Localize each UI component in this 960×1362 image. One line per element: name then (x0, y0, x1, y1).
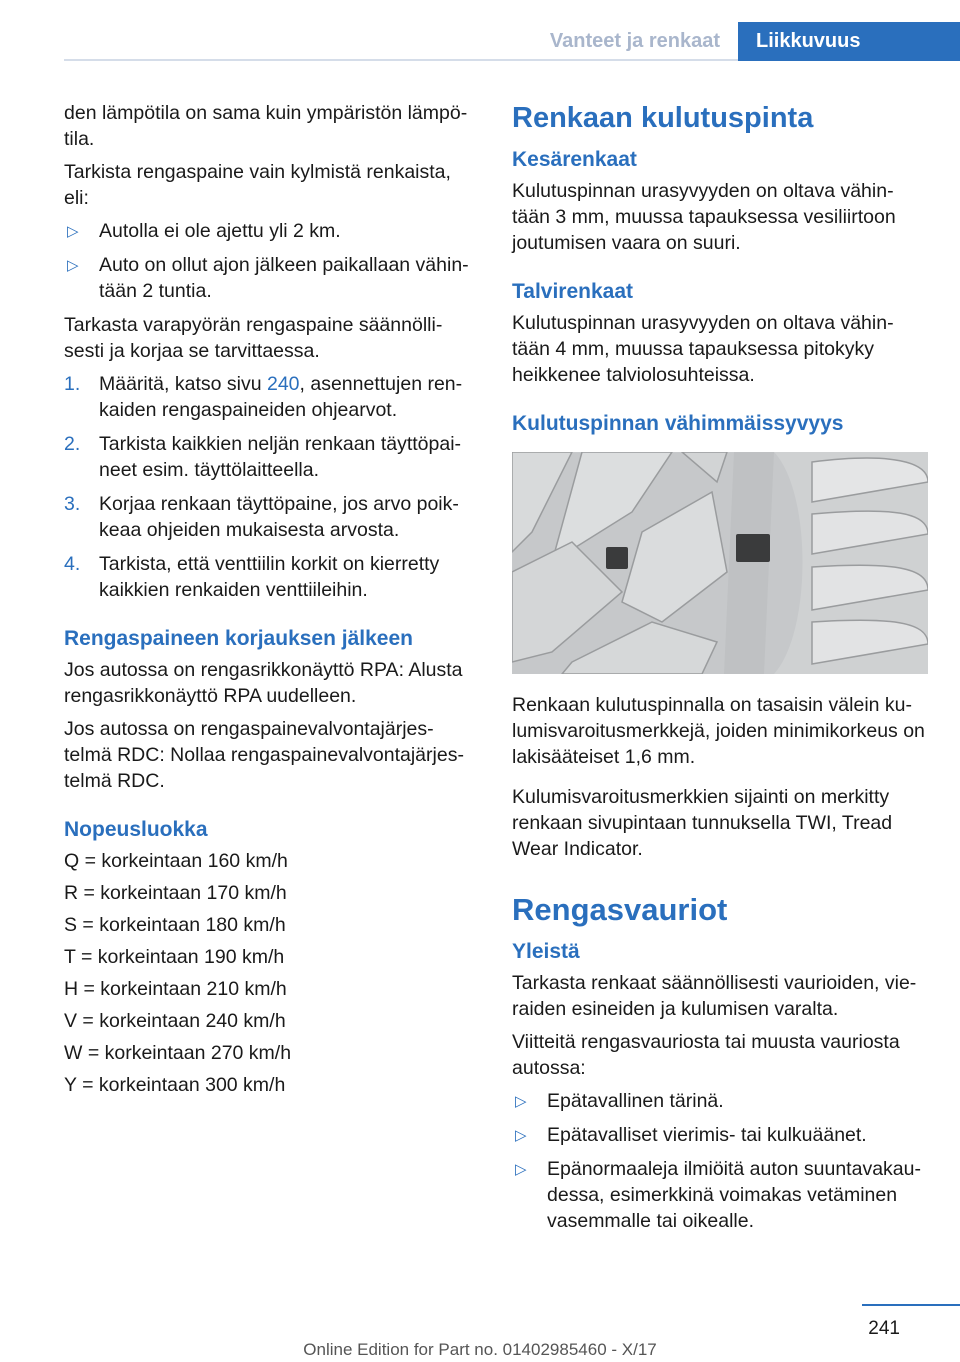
numbered-steps (64, 371, 476, 603)
speed-row: H = korkeintaan 210 km/h (64, 978, 287, 1000)
right-column (512, 100, 928, 1242)
bullet-list (512, 1088, 928, 1234)
speed-row: V = korkeintaan 240 km/h (64, 1010, 286, 1032)
page-number: 241 (868, 1318, 900, 1339)
triangle-bullet-icon: ▷ (67, 223, 79, 240)
section-heading: Rengaspaineen korjauksen jälkeen (64, 627, 413, 650)
tire-tread-illustration (512, 452, 928, 674)
twi-marker (606, 547, 628, 569)
list-item: ▷ Auto on ollut ajon jälkeen paikallaan vähin-tään 2 tuntia. (67, 254, 469, 302)
speed-class-list (64, 848, 476, 1098)
speed-row: W = korkeintaan 270 km/h (64, 1042, 292, 1064)
paragraph: Tarkasta varapyörän rengaspaine säännölli-sesti ja korjaa se tarvittaessa. (64, 314, 443, 362)
paragraph: den lämpötila on sama kuin ympäristön lämpö-tila. (64, 102, 468, 150)
section-heading: Kesärenkaat (512, 148, 637, 171)
paragraph: Kulumisvaroitusmerkkien sijainti on merkitty renkaan sivupintaan tunnuksella TWI, Tread Wear Indicator. (512, 786, 893, 860)
speed-row: R = korkeintaan 170 km/h (64, 882, 287, 904)
list-item: ▷ Epätavallinen tärinä. (512, 1088, 928, 1114)
paragraph: Jos autossa on rengasrikkonäyttö RPA: Alusta rengasrikkonäyttö RPA uudelleen. (64, 659, 463, 707)
paragraph: Jos autossa on rengaspainevalvontajärjes-telmä RDC: Nollaa rengaspainevalvontajärjes-telmä RDC. (64, 718, 464, 792)
speed-row: Y = korkeintaan 300 km/h (64, 1074, 286, 1096)
paragraph: Tarkista rengaspaine vain kylmistä renkaista, eli: (64, 161, 451, 209)
list-item: 1. Määritä, katso sivu 240, asennettujen ren-kaiden rengaspaineiden ohjearvot. (64, 373, 463, 421)
triangle-bullet-icon: ▷ (515, 1161, 527, 1178)
speed-row: T = korkeintaan 190 km/h (64, 946, 285, 968)
list-item: 3. Korjaa renkaan täyttöpaine, jos arvo poik-keaa ohjeiden mukaisesta arvosta. (64, 493, 459, 541)
paragraph: Kulutuspinnan urasyvyyden on oltava vähin-tään 4 mm, muussa tapauksessa pitokyky heikkenee talviolosuhteissa. (512, 312, 894, 386)
triangle-bullet-icon: ▷ (515, 1093, 527, 1110)
list-item: 2. Tarkista kaikkien neljän renkaan täyttöpai-neet esim. täyttölaitteella. (64, 433, 462, 481)
twi-marker (736, 534, 770, 562)
list-item: ▷ Autolla ei ole ajettu yli 2 km. (64, 218, 476, 244)
paragraph: Renkaan kulutuspinnalla on tasaisin välein ku-lumisvaroitusmerkkejä, joiden minimikorkeus on lakisääteiset 1,6 mm. (512, 694, 925, 768)
tread-drawing (512, 452, 928, 674)
page-link[interactable]: 240 (266, 373, 300, 395)
section-heading: Nopeusluokka (64, 818, 208, 841)
chapter-heading: Rengasvauriot (512, 892, 728, 927)
triangle-bullet-icon: ▷ (67, 257, 79, 274)
chapter-heading: Renkaan kulutuspinta (512, 102, 814, 134)
speed-row: Q = korkeintaan 160 km/h (64, 850, 288, 872)
left-column (64, 100, 476, 1104)
bullet-list (64, 218, 476, 304)
list-item: 4. Tarkista, että venttiilin korkit on kierretty kaikkien renkaiden venttiileihin. (64, 553, 440, 601)
section-heading: Talvirenkaat (512, 280, 634, 303)
paragraph: Viitteitä rengasvauriosta tai muusta vauriosta autossa: (512, 1031, 900, 1079)
paragraph: Tarkasta renkaat säännöllisesti vaurioiden, vie-raiden esineiden ja kulumisen varalta. (512, 972, 917, 1020)
list-item: ▷ Epänormaaleja ilmiöitä auton suuntavakau-dessa, esimerkkinä voimakas vetäminen vasemmalle tai oikealle. (515, 1158, 921, 1232)
header-section-title: Vanteet ja renkaat (549, 30, 720, 52)
speed-row: S = korkeintaan 180 km/h (64, 914, 286, 936)
triangle-bullet-icon: ▷ (515, 1127, 527, 1144)
list-item: ▷ Epätavalliset vierimis- tai kulkuäänet. (512, 1122, 928, 1148)
header-chapter-tab: Liikkuvuus (738, 22, 960, 61)
paragraph: Kulutuspinnan urasyvyyden on oltava vähin-tään 3 mm, muussa tapauksessa vesiliirtoon joutumisen vaara on suuri. (512, 180, 896, 254)
footer-edition: Online Edition for Part no. 01402985460 - X/17 (303, 1340, 657, 1359)
footer-rule (862, 1304, 960, 1306)
section-heading: Yleistä (512, 940, 580, 963)
section-heading: Kulutuspinnan vähimmäissyvyys (512, 412, 844, 435)
